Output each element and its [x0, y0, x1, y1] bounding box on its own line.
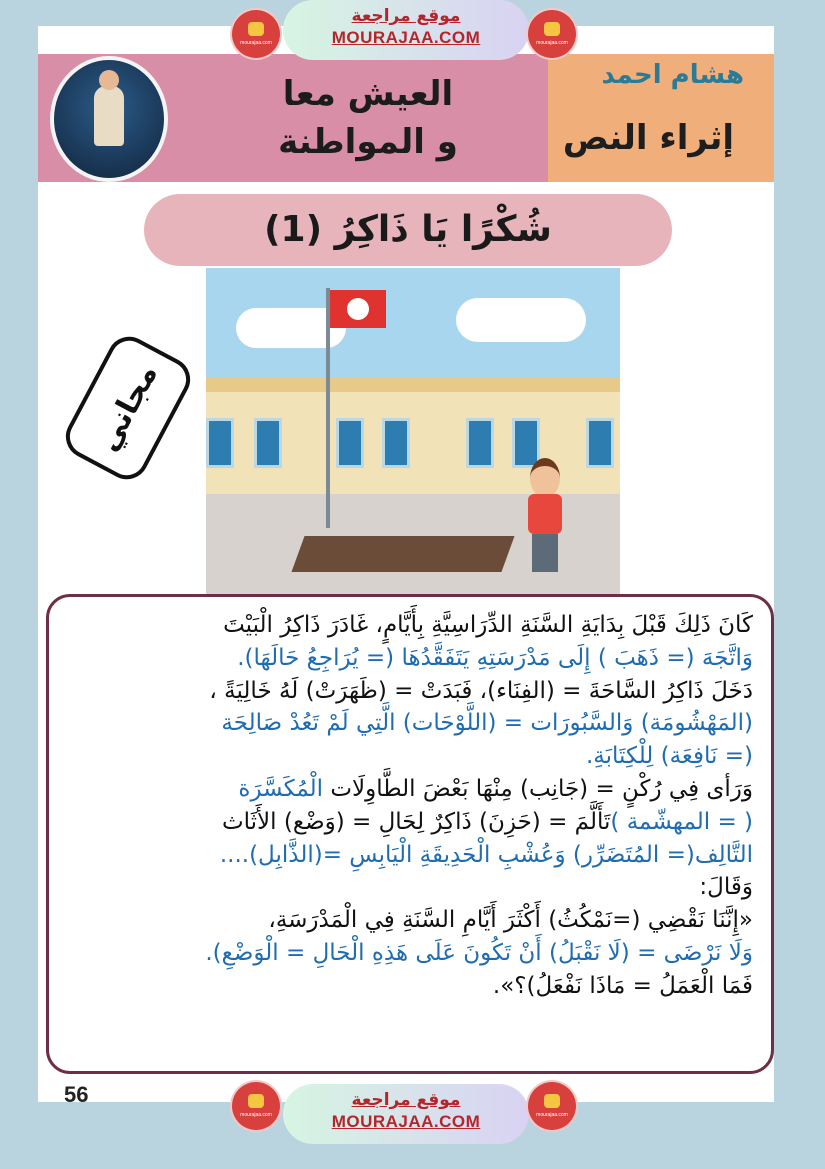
story-line: [71, 740, 753, 773]
site-name-en[interactable]: MOURAJAA.COM: [331, 1112, 481, 1131]
theme-line-2: و المواطنة: [278, 122, 458, 162]
story-segment: ( = المهشّمة ): [610, 808, 753, 835]
free-stamp: مجاني: [58, 329, 198, 487]
site-name-ar[interactable]: موقع مراجعة: [351, 6, 461, 26]
author-avatar: [50, 56, 168, 182]
story-text: [71, 609, 753, 1003]
story-line: [71, 970, 753, 1003]
story-line: [71, 609, 753, 642]
story-segment: التَّالِف(= المُتَضَرِّر) وَعُشْبِ الْحَدِيقَةِ الْيَابِسِ =(الذَّابِل)....: [219, 841, 753, 868]
author-name: هشام احمد: [601, 60, 744, 90]
story-segment: (المَهْشُومَة) وَالسَّبُورَات = (اللَّوْحَات) الَّتِي لَمْ تَعُدْ صَالِحَة: [221, 710, 753, 737]
story-segment: «إِنَّنَا نَقْضِي (=نَمْكُثُ) أَكْثَرَ أَيَّامِ السَّنَةِ فِي الْمَدْرَسَةِ،: [268, 907, 753, 934]
site-logo-icon[interactable]: mourajaa.com: [528, 10, 576, 58]
story-segment: (= نَافِعَة) لِلْكِتَابَةِ.: [586, 743, 753, 770]
lesson-title: شُكْرًا يَا ذَاكِرُ (1): [144, 194, 672, 266]
boy-figure: [524, 458, 564, 578]
story-line: [71, 937, 753, 970]
story-frame: [46, 594, 774, 1074]
header-lesson-box: [548, 54, 774, 182]
story-segment: وَقَالَ:: [699, 874, 753, 901]
worksheet-page: [38, 26, 774, 1102]
lesson-type: إثراء النص: [562, 118, 734, 158]
theme-line-1: العيش معا: [282, 74, 454, 114]
site-name-ar[interactable]: موقع مراجعة: [351, 1090, 461, 1110]
flag-icon: [330, 290, 386, 328]
site-badge-top[interactable]: [283, 0, 529, 60]
site-logo-icon[interactable]: mourajaa.com: [528, 1082, 576, 1130]
story-segment: تَأَلَّمَ = (حَزِنَ) ذَاكِرٌ لِحَالِ = (وَضْع) الأَثَاث: [221, 808, 611, 835]
story-segment: وَرَأى فِي رُكْنٍ = (جَانِب) مِنْهَا بَعْضَ الطَّاوِلَات: [323, 775, 753, 802]
page-number: 56: [64, 1082, 89, 1102]
story-line: [71, 871, 753, 904]
site-badge-bottom[interactable]: [283, 1084, 529, 1144]
story-line: [71, 675, 753, 708]
story-line: [71, 806, 753, 839]
story-segment: وَاتَّجَهَ (= ذَهَبَ ) إِلَى مَدْرَسَتِهِ يَتَفَقَّدُهَا (= يُرَاجِعُ حَالَهَا).: [237, 644, 753, 671]
story-segment: وَلَا نَرْضَى = (لَا نَقْبَلُ) أَنْ تَكُونَ عَلَى هَذِهِ الْحَالِ = الْوَضْعِ).: [205, 939, 753, 966]
story-line: [71, 642, 753, 675]
school-illustration: [206, 268, 620, 598]
site-name-en[interactable]: MOURAJAA.COM: [331, 28, 481, 47]
unit-theme: [248, 70, 488, 166]
story-segment: دَخَلَ ذَاكِرُ السَّاحَةَ = (الفِنَاء)، فَبَدَتْ = (ظَهَرَتْ) لَهُ خَالِيَةً ،: [209, 677, 753, 704]
story-segment: الْمُكَسَّرَة: [238, 775, 324, 802]
story-line: [71, 904, 753, 937]
site-logo-icon[interactable]: mourajaa.com: [232, 10, 280, 58]
site-logo-icon[interactable]: mourajaa.com: [232, 1082, 280, 1130]
story-segment: كَانَ ذَلِكَ قَبْلَ بِدَايَةِ السَّنَةِ الدِّرَاسِيَّةِ بِأَيَّامٍ، غَادَرَ ذَاكِرُ الْبَيْتَ: [223, 612, 753, 638]
story-segment: فَمَا الْعَمَلُ = مَاذَا نَفْعَلُ)؟».: [492, 972, 753, 999]
story-line: [71, 839, 753, 872]
story-line: [71, 707, 753, 740]
story-line: [71, 773, 753, 806]
